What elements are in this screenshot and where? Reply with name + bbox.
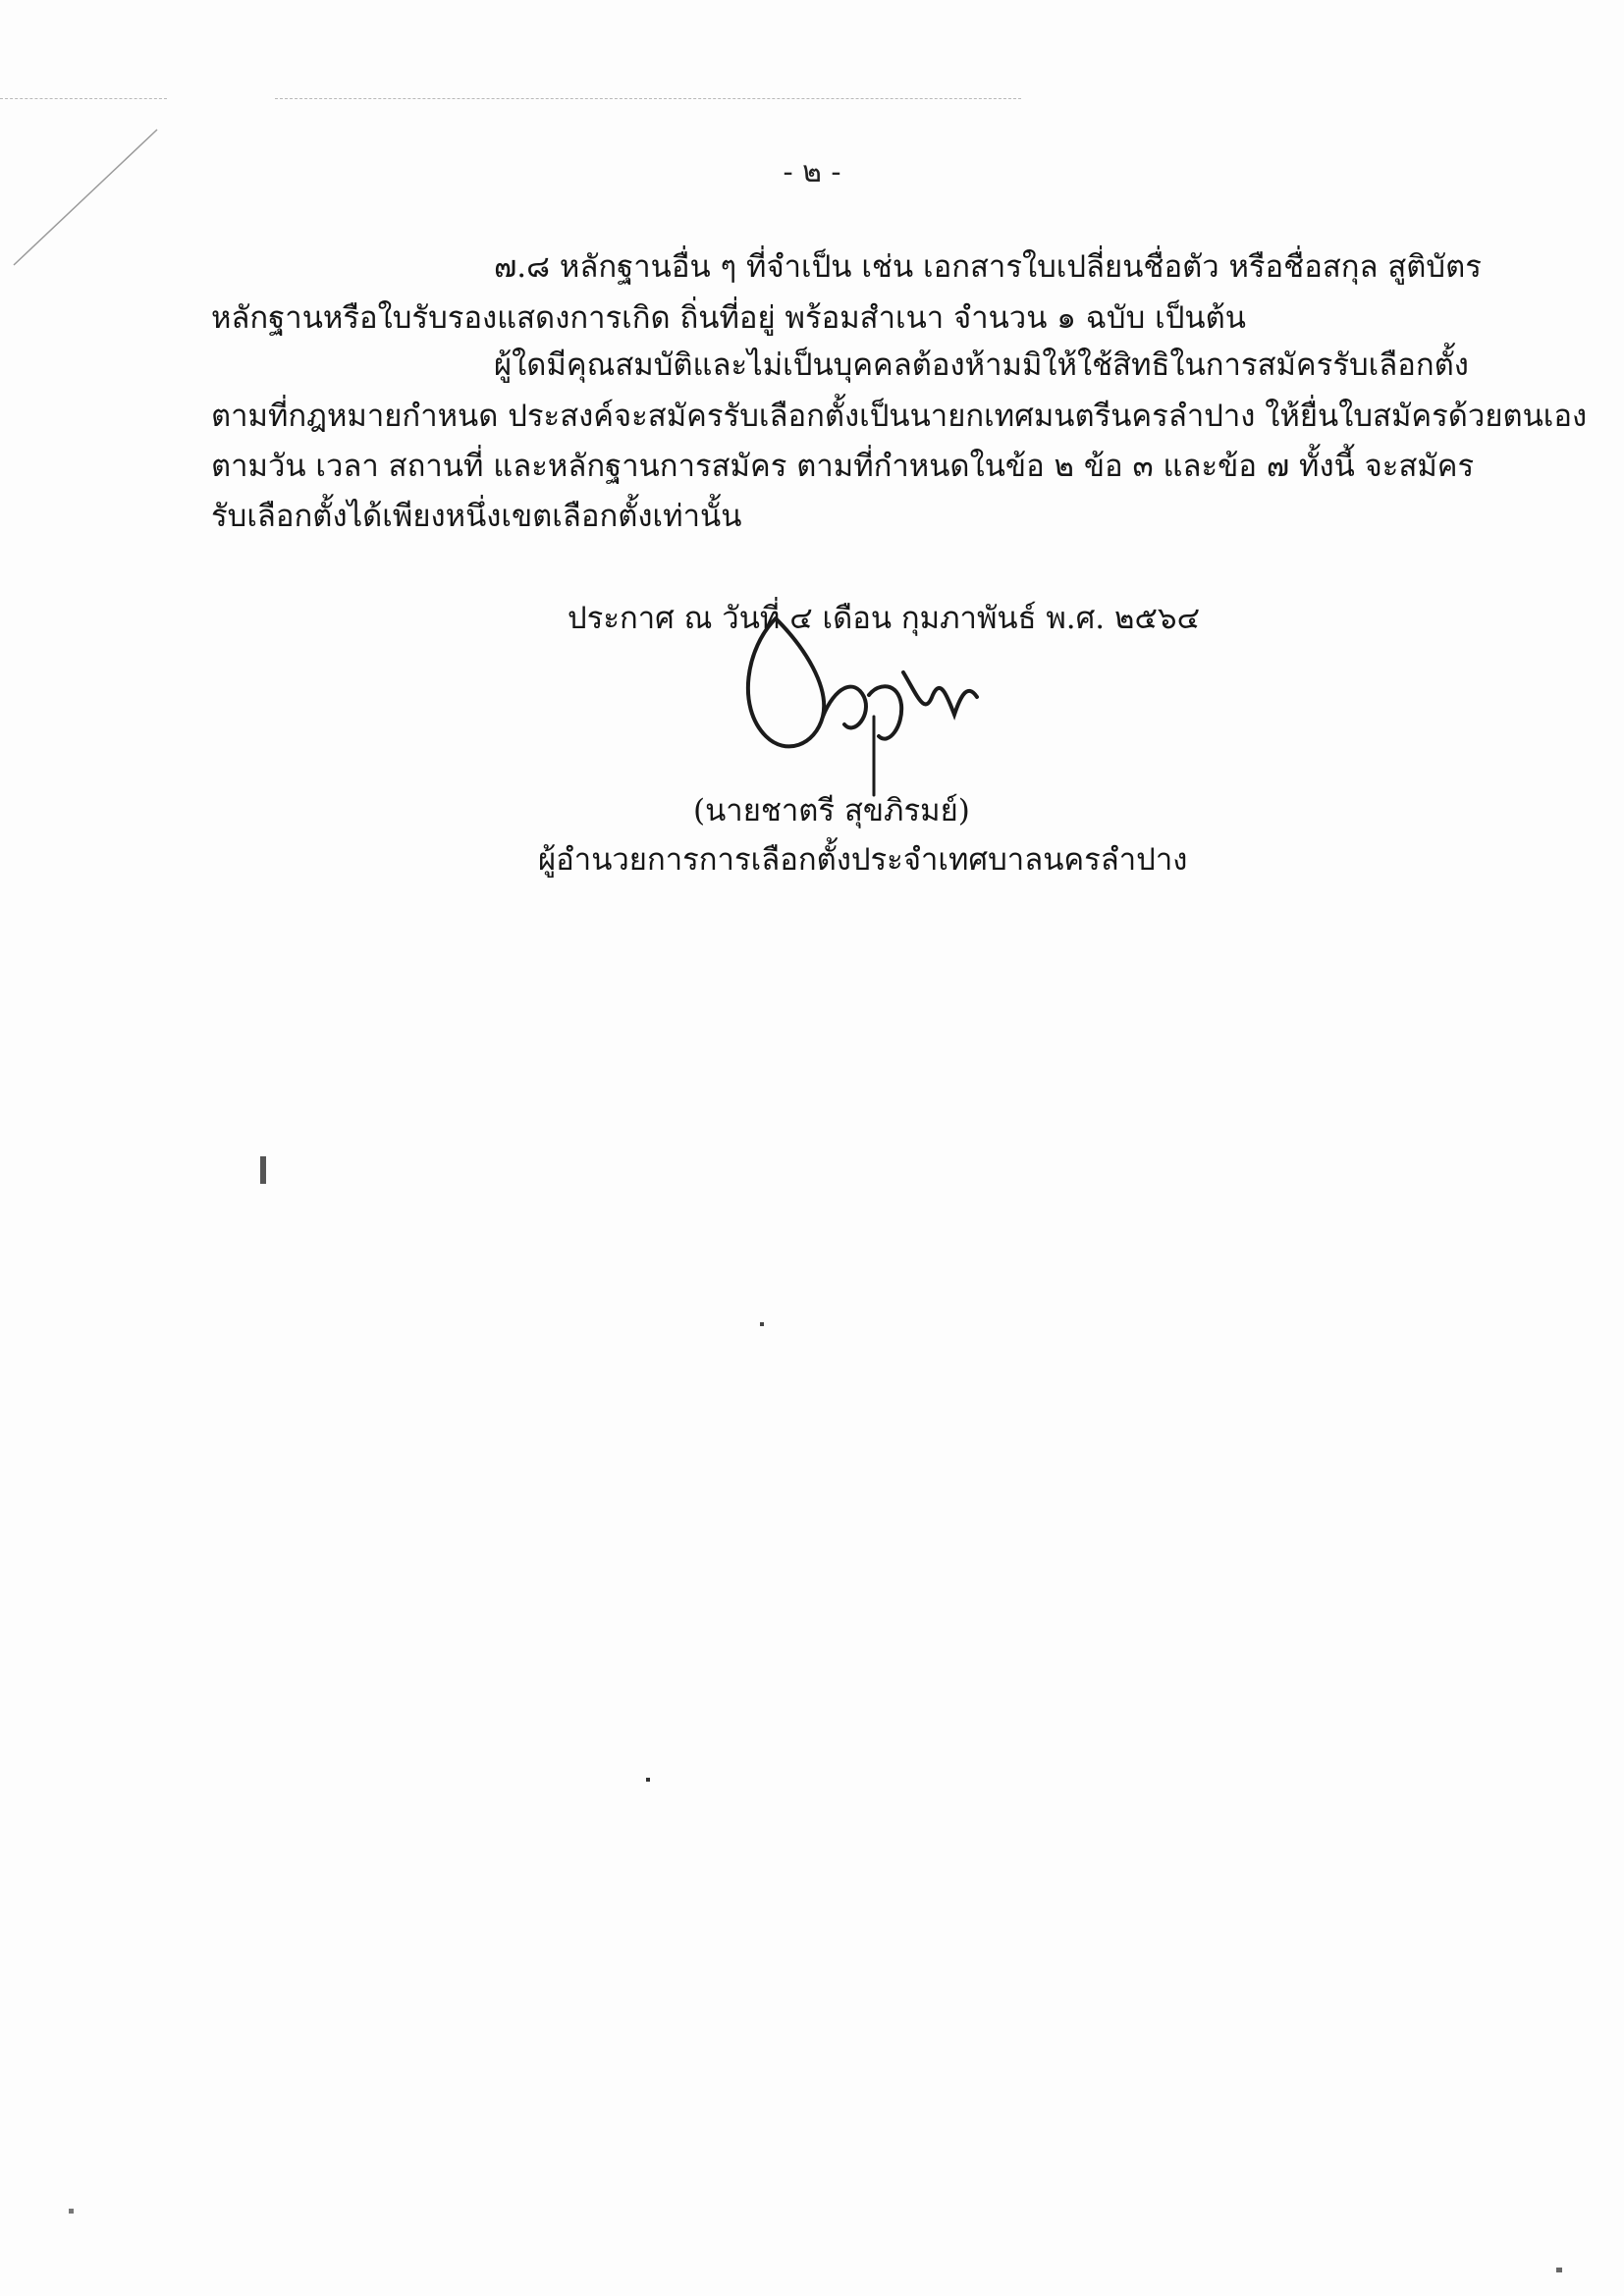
scan-artifact-top-right [275,98,1021,100]
signatory-name: (นายชาตรี สุขภิรมย์) [693,793,970,828]
paragraph-line-2: ตามที่กฎหมายกำหนด ประสงค์จะสมัครรับเลือกตั้งเป็นนายกเทศมนตรีนครลำปาง ให้ยื่นใบสมัครด้วยตนเอง [211,399,1588,434]
scan-artifact-dot [69,2209,74,2214]
paragraph-line-4: รับเลือกตั้งได้เพียงหนึ่งเขตเลือกตั้งเท่านั้น [211,499,742,534]
scan-artifact-dot [1556,2268,1562,2272]
scan-artifact-speck [260,1156,266,1184]
item-7-8-line-1: ๗.๘ หลักฐานอื่น ๆ ที่จำเป็น เช่น เอกสารใบเปลี่ยนชื่อตัว หรือชื่อสกุล สูติบัตร [494,249,1482,285]
signatory-title: ผู้อำนวยการการเลือกตั้งประจำเทศบาลนครลำปาง [538,842,1188,878]
scan-artifact-top [0,98,167,100]
paragraph-line-1: ผู้ใดมีคุณสมบัติและไม่เป็นบุคคลต้องห้ามมิให้ใช้สิทธิในการสมัครรับเลือกตั้ง [494,347,1469,383]
page-number: - ๒ - [783,155,841,189]
scan-artifact-corner-line [0,118,167,275]
paragraph-line-3: ตามวัน เวลา สถานที่ และหลักฐานการสมัคร ตามที่กำหนดในข้อ ๒ ข้อ ๓ และข้อ ๗ ทั้งนี้ จะสมัคร [211,449,1475,484]
signature-image [707,589,1041,815]
scan-artifact-dot [760,1322,764,1326]
announcement-date: ประกาศ ณ วันที่ ๔ เดือน กุมภาพันธ์ พ.ศ. ๒๕๖๔ [568,601,1201,636]
scan-artifact-dot [646,1778,650,1782]
item-7-8-line-2: หลักฐานหรือใบรับรองแสดงการเกิด ถิ่นที่อยู่ พร้อมสำเนา จำนวน ๑ ฉบับ เป็นต้น [211,300,1246,336]
